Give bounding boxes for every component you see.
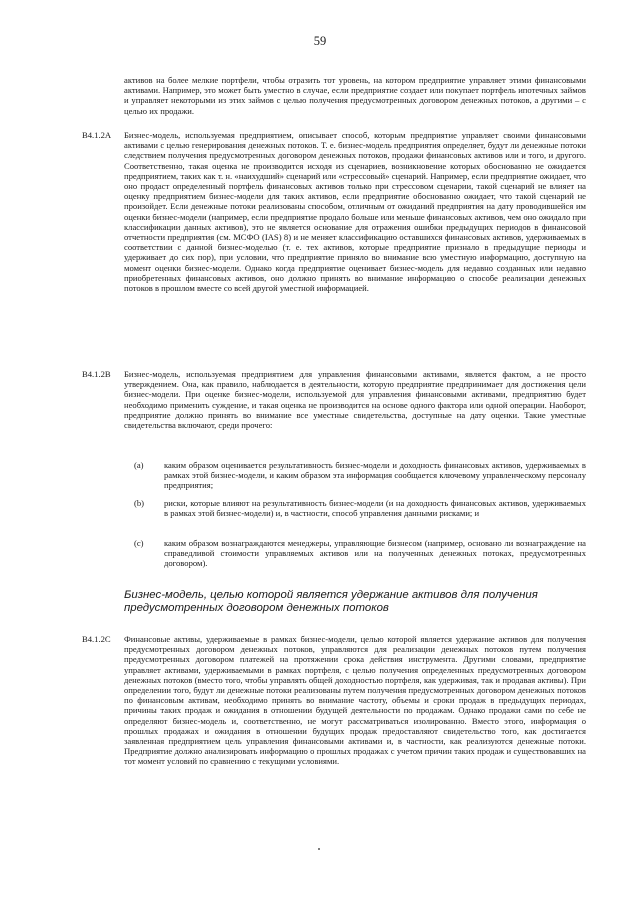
list-item-text-a: каким образом оценивается результативность бизнес-модели и доходность финансовых активов, удерживаемых в рамках этой бизнес-модели, и каким образом эта информация сообщается ключевому управленческому персоналу предприятия;	[164, 460, 586, 491]
list-item-c	[164, 538, 586, 569]
list-item-label-b: (b)	[134, 498, 145, 508]
paragraph-text-b4-1-2b: Бизнес-модель, используемая предприятием для управления финансовыми активами, является фактом, а не просто утверждением. Она, как правило, наблюдается в деятельности, которую предприятие предпринимает для достижения цели бизнес-модели. При оценке бизнес-модели, используемой для управления финансовыми активами, предприятию будет необходимо применить суждение, и такая оценка не производится на основе одного фактора или одной операции. Наоборот, предприятие должно принять во внимание все уместные свидетельства, доступные на дату оценки. Такие уместные свидетельства включают, среди прочего:	[124, 369, 586, 431]
paragraph-id-b4-1-2b: B4.1.2B	[82, 369, 111, 379]
list-item-text-c: каким образом вознаграждаются менеджеры, управляющие бизнесом (например, основано ли вознаграждение на справедливой стоимости управляемых активов или на полученных денежных потоках, предусмотренных договором).	[164, 538, 586, 569]
list-item-b	[164, 498, 586, 518]
list-item-label-c: (c)	[134, 538, 144, 548]
list-item-a	[164, 460, 586, 491]
paragraph-b4-1-2b	[124, 369, 586, 430]
paragraph-id-b4-1-2c: B4.1.2C	[82, 634, 111, 644]
intro-text: активов на более мелкие портфели, чтобы отразить тот уровень, на котором предприятие управляет этими финансовыми активами. Например, это может быть уместно в случае, если предприятие создает или покупает портфель ипотечных займов и управляет некоторыми из этих займов с целью получения предусмотренных договором денежных потоков, а другими – с целью их продажи.	[124, 75, 586, 116]
intro-paragraph	[124, 75, 586, 116]
list-item-label-a: (a)	[134, 460, 144, 470]
paragraph-b4-1-2a	[124, 130, 586, 293]
page-number: 59	[313, 34, 327, 48]
paragraph-b4-1-2c	[124, 634, 586, 767]
list-item-text-b: риски, которые влияют на результативность бизнес-модели (и на доходность финансовых активов, удерживаемых в рамках этой бизнес-модели) и, в частности, способ управления данными рисками; и	[164, 498, 586, 519]
paragraph-text-b4-1-2c: Финансовые активы, удерживаемые в рамках бизнес-модели, целью которой является удержание активов для получения предусмотренных договором денежных потоков, управляются для реализации денежных потоков путем получения предусмотренных договором платежей на протяжении срока действия инструмента. Другими словами, предприятие управляет активами, удерживаемыми в рамках портфеля, с целью получения определенных предусмотренных договором денежных потоков (вместо того, чтобы управлять общей доходностью портфеля, как удерживая, так и продавая активы). При определении того, будут ли денежные потоки реализованы путем получения предусмотренных договором денежных потоков по финансовым активам, необходимо принять во внимание частоту, объемы и сроки продаж в предыдущих периодах, причины таких продаж и ожидания в отношении будущей деятельности по продажам. Однако продажи сами по себе не определяют бизнес-модель и, соответственно, не могут рассматриваться изолированно. Вместо этого, информация о прошлых продажах и ожидания в отношении будущих продаж предоставляют свидетельство того, как достигается заявленная предприятием цель управления финансовыми активами и, в частности, как реализуются денежные потоки. Предприятие должно анализировать информацию о прошлых продажах с учетом причин таких продаж и существовавших на тот момент условий по сравнению с текущими условиями.	[124, 634, 586, 767]
paragraph-id-b4-1-2a: B4.1.2A	[82, 130, 112, 140]
paragraph-text-b4-1-2a: Бизнес-модель, используемая предприятием, описывает способ, которым предприятие управляет своими финансовыми активами с целью генерирования денежных потоков. Т. е. бизнес-модель предприятия определяет, будут ли денежные потоки следствием получения предусмотренных договором денежных потоков, продажи финансовых активов или и того, и другого. Соответственно, такая оценка не производится исходя из сценариев, возникновение которых обоснованно не ожидается предприятием, таких как т. н. «наихудший» сценарий или «стрессовый» сценарий. Например, если предприятие ожидает, что оно продаст определенный портфель финансовых активов только при стрессовом сценарии, такой сценарий не влияет на оценку предприятием бизнес-модели для таких активов, если предприятие обоснованно ожидает, что такой сценарий не произойдет. Если денежные потоки реализованы способом, отличным от ожиданий предприятия на дату проводившейся им оценки бизнес-модели (например, если предприятие продало больше или меньше финансовых активов, чем оно ожидало при классификации данных активов), это не является основание для отражения ошибки предыдущих периодов в финансовой отчетности предприятия (см. МСФО (IAS) 8) и не меняет классификацию оставшихся финансовых активов, удерживаемых в соответствии с данной бизнес-моделью (т. е. тех активов, которые предприятие признало в предыдущие периоды и удерживает до сих пор), при условии, что предприятие приняло во внимание всю уместную информацию, доступную на момент оценки бизнес-модели. Однако когда предприятие оценивает бизнес-модель для недавно созданных или недавно приобретенных финансовых активов, оно должно принять во внимание информацию о способе реализации денежных потоков в прошлом вместе со всей другой уместной информацией.	[124, 130, 586, 294]
section-subheading: Бизнес-модель, целью которой является удержание активов для получения предусмотренных договором денежных потоков	[124, 589, 538, 615]
scan-speck	[318, 848, 320, 850]
